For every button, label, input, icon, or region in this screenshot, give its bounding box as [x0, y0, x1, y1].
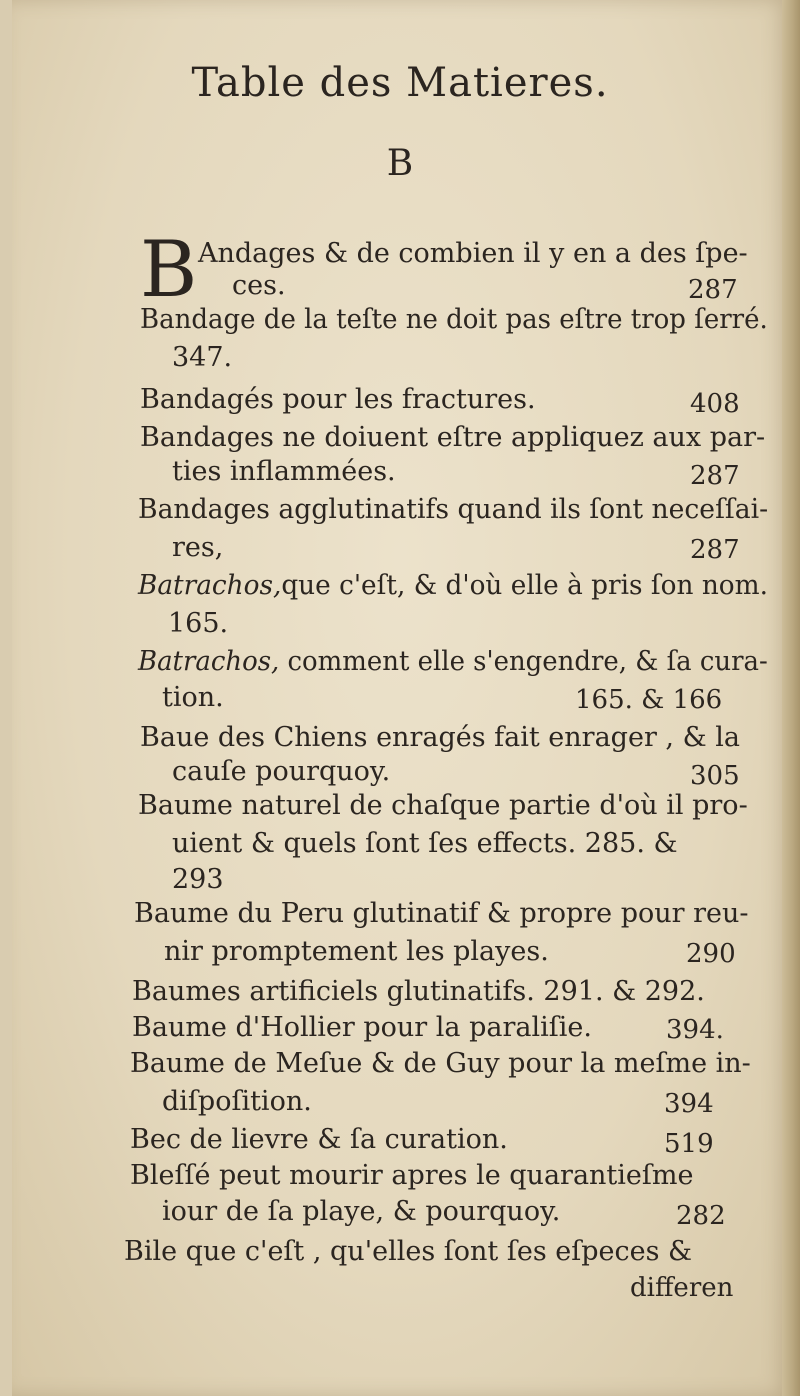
index-entry: Baume de Meſue & de Guy pour la meſme in-	[130, 1048, 751, 1079]
page-title: Table des Matieres.	[191, 60, 609, 106]
index-entry-text: que c'eſt, & d'où elle à pris ſon nom.	[281, 570, 768, 601]
index-entry: Baume naturel de chaſque partie d'où il pro-	[138, 790, 748, 821]
page-ref: 287	[690, 461, 740, 491]
index-entry: Bandages ne doiuent eſtre appliquez aux par-	[140, 422, 766, 453]
page-ref: 282	[676, 1201, 726, 1231]
index-entry-cont: diſpoſition.	[162, 1086, 312, 1117]
index-entry-cont: ces.	[232, 270, 286, 301]
index-entry-cont: cauſe pourquoy.	[172, 756, 391, 787]
index-entry-cont: res,	[172, 532, 224, 563]
page-ref: 394.	[666, 1015, 724, 1045]
index-entry-cont: 293	[172, 864, 224, 895]
page-ref: 287	[688, 275, 738, 305]
page-edge	[782, 0, 800, 1396]
page-ref: 165. & 166	[575, 685, 723, 715]
index-entry-italic: Batrachos,	[138, 570, 282, 601]
section-letter: B	[386, 143, 414, 184]
index-entry: Baue des Chiens enragés fait enrager , & la	[140, 722, 740, 753]
index-entry: Bandagés pour les fractures.	[140, 384, 536, 415]
page-ref: 394	[664, 1089, 714, 1119]
page-ref: 287	[690, 535, 740, 565]
index-entry-cont: uient & quels ſont ſes effects. 285. &	[172, 828, 678, 859]
index-entry-cont: nir promptement les playes.	[164, 936, 549, 967]
index-entry-cont: 165.	[168, 608, 229, 639]
index-entry: Baumes artificiels glutinatifs. 291. & 292.	[132, 976, 705, 1007]
drop-cap: B	[140, 225, 198, 315]
index-entry: Bec de lievre & ſa curation.	[130, 1124, 508, 1155]
index-entry	[138, 642, 768, 682]
index-entry: Bleſſé peut mourir apres le quarantieſme	[130, 1160, 694, 1191]
page-ref: 305	[690, 761, 740, 791]
index-entry: Baume du Peru glutinatif & propre pour reu-	[134, 898, 749, 929]
index-entry-cont: 347.	[172, 342, 233, 373]
page-ref: differen	[630, 1273, 734, 1303]
index-entry-text: comment elle s'engendre, & ſa cura-	[279, 646, 768, 677]
index-entry-cont: iour de ſa playe, & pourquoy.	[162, 1196, 561, 1227]
index-entry-cont: ties inflammées.	[172, 456, 396, 487]
index-entry: Andages & de combien il y en a des ſpe-	[198, 238, 748, 269]
index-entry	[138, 566, 768, 606]
index-entry-italic: Batrachos,	[138, 646, 280, 677]
page-ref: 290	[686, 939, 736, 969]
page-ref: 408	[690, 389, 740, 419]
index-entry: Bandages agglutinatifs quand ils ſont neceſſai-	[138, 494, 769, 525]
index-entry-cont: tion.	[162, 682, 224, 713]
index-entry: Baume d'Hollier pour la paraliſie.	[132, 1012, 592, 1043]
page-ref: 519	[664, 1129, 714, 1159]
index-entry: Bile que c'eſt , qu'elles ſont ſes eſpeces &	[124, 1236, 693, 1267]
index-entry: Bandage de la teſte ne doit pas eſtre trop ſerré.	[140, 304, 768, 335]
